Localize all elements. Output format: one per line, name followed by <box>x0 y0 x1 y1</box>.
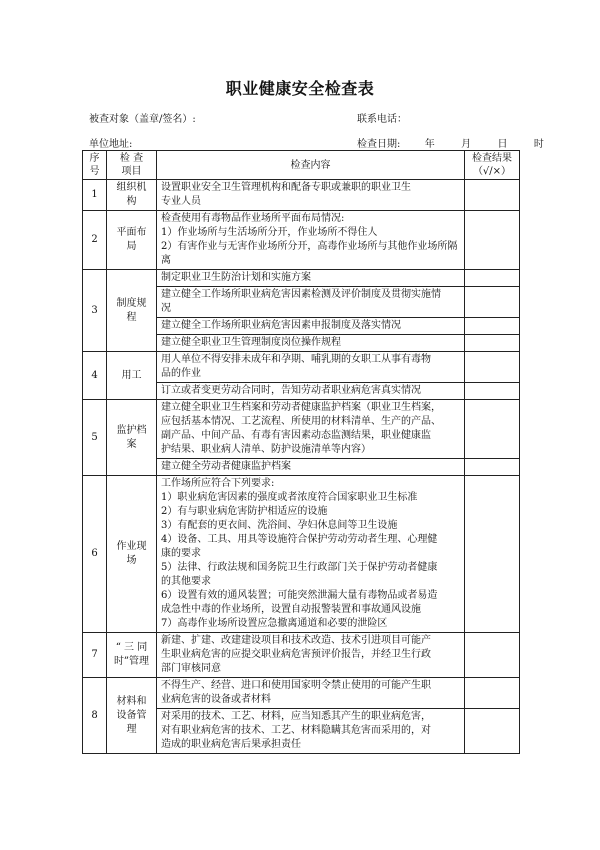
cell-check-content <box>157 400 465 459</box>
check-content-line: 4）设备、工具、用具等设施符合保护劳动劳动者生理、心理健 <box>161 534 438 545</box>
cell-section-number: 2 <box>83 211 107 270</box>
check-content-line: 新建、扩建、改建建设项目和技术改造、技术引进项目可能产 <box>161 635 431 646</box>
check-content-line: 建立健全工作场所职业病危害因素检测及评价制度及贯彻实施情 <box>161 289 441 300</box>
check-item-line: 局 <box>126 241 137 252</box>
cell-result-input[interactable] <box>465 352 520 383</box>
cell-section-number: 8 <box>83 678 107 754</box>
check-content-line: 部门审核同意 <box>161 663 221 674</box>
date-hour-label: 时 <box>533 139 544 150</box>
header-result-line1: 检查结果 <box>472 153 512 164</box>
check-content-line: 设置职业安全卫生管理机构和配备专职或兼职的职业卫生 <box>161 182 411 193</box>
check-content-line: 订立或者变更劳动合同时，告知劳动者职业病危害真实情况 <box>161 385 421 396</box>
cell-result-input[interactable] <box>465 383 520 400</box>
check-item-line: 作业现 <box>116 541 147 552</box>
cell-section-number: 4 <box>83 352 107 400</box>
check-item-line: 设备管 <box>116 709 147 721</box>
check-content-line: 用人单位不得安排未成年和孕期、哺乳期的女职工从事有毒物 <box>161 354 431 365</box>
page-title: 职业健康安全检查表 <box>225 79 375 98</box>
cell-check-item <box>107 678 157 754</box>
cell-section-number: 3 <box>83 270 107 352</box>
header-no <box>83 151 107 180</box>
cell-result-input[interactable] <box>465 459 520 476</box>
table-row <box>83 633 520 678</box>
check-content-line: 的其他要求 <box>161 576 211 587</box>
cell-section-number: 6 <box>83 476 107 633</box>
check-content-line: 专业人员 <box>161 196 201 207</box>
check-content-line: 对有职业病危害的技术、工艺、材料隐瞒其危害而采用的，对 <box>161 725 431 736</box>
check-content-line: 5）法律、行政法规和国务院卫生行政部门关于保护劳动者健康 <box>161 562 438 573</box>
cell-result-input[interactable] <box>465 709 520 754</box>
check-content-line: 生职业病危害的应提交职业病危害预评价报告，并经卫生行政 <box>161 649 431 660</box>
check-content-line: 3）有配套的更衣间、洗浴间、孕妇休息间等卫生设施 <box>161 520 398 531</box>
phone-label: 联系电话： <box>357 114 407 125</box>
cell-result-input[interactable] <box>465 476 520 633</box>
cell-section-number: 5 <box>83 400 107 476</box>
cell-result-input[interactable] <box>465 180 520 211</box>
check-content-line: 工作场所应符合下列要求: <box>161 478 275 489</box>
cell-check-content <box>157 335 465 352</box>
cell-result-input[interactable] <box>465 335 520 352</box>
date-day-label: 日 <box>497 139 508 150</box>
check-content-line: 应包括基本情况、工艺流程、所使用的材料清单、生产的产品、 <box>161 416 441 427</box>
cell-check-item <box>107 270 157 352</box>
header-item-line2: 项目 <box>121 166 142 177</box>
cell-check-content <box>157 211 465 270</box>
cell-check-content <box>157 459 465 476</box>
header-result <box>465 151 520 180</box>
check-content-line: 建立健全职业卫生档案和劳动者健康监护档案（职业卫生档案， <box>161 402 441 413</box>
cell-check-content <box>157 352 465 383</box>
check-item-line: 程 <box>126 311 137 323</box>
table-header-row <box>83 151 520 180</box>
check-content-line: 1）作业场所与生活场所分开，作业场所不得住人 <box>161 227 378 238</box>
address-label: 单位地址: <box>89 139 133 150</box>
cell-check-item <box>107 400 157 476</box>
table-row <box>83 476 520 633</box>
cell-section-number: 7 <box>83 633 107 678</box>
header-result-line2: （√/×） <box>472 166 512 177</box>
check-content-line: 康的要求 <box>161 548 201 559</box>
check-item-line: 平面布 <box>116 227 147 238</box>
cell-check-content <box>157 318 465 335</box>
date-year-label: 年 <box>424 139 435 150</box>
cell-check-content <box>157 383 465 400</box>
check-content-line: 况 <box>161 303 171 314</box>
check-item-line: 场 <box>126 555 137 566</box>
check-content-line: 1）职业病危害因素的强度或者浓度符合国家职业卫生标准 <box>161 492 418 503</box>
table-body <box>83 180 520 754</box>
cell-check-item <box>107 352 157 400</box>
cell-check-content <box>157 678 465 709</box>
table-row <box>83 180 520 211</box>
cell-result-input[interactable] <box>465 678 520 709</box>
check-item-line: 时”管理 <box>113 656 150 667</box>
table-row <box>83 211 520 270</box>
check-item-line: 监护档 <box>116 424 147 436</box>
check-item-line: “ 三 同 <box>115 642 148 653</box>
inspection-date <box>357 135 544 150</box>
inspection-table <box>82 150 520 754</box>
header-no-line1: 序 <box>89 153 100 164</box>
check-item-line: 案 <box>126 438 137 450</box>
cell-check-item <box>107 633 157 678</box>
check-item-line: 理 <box>126 723 137 735</box>
check-content-line: 制定职业卫生防治计划和实施方案 <box>161 272 311 283</box>
check-content-line: 成急性中毒的作业场所，设置自动报警装置和事故通风设施 <box>161 604 421 615</box>
cell-result-input[interactable] <box>465 633 520 678</box>
cell-check-content <box>157 476 465 633</box>
cell-result-input[interactable] <box>465 270 520 287</box>
cell-check-content <box>157 287 465 318</box>
check-item-line: 材料和 <box>116 695 147 707</box>
date-label: 检查日期: <box>357 139 401 150</box>
table-row <box>83 270 520 287</box>
cell-result-input[interactable] <box>465 400 520 459</box>
check-content-line: 2）有与职业病危害防护相适应的设施 <box>161 506 328 517</box>
check-content-line: 建立健全工作场所职业病危害因素申报制度及落实情况 <box>161 320 401 331</box>
check-item-line: 制度规 <box>116 297 147 309</box>
cell-check-content <box>157 633 465 678</box>
check-content-line: 6）设置有效的通风装置；可能突然泄漏大量有毒物品或者易造 <box>161 590 438 601</box>
table-row <box>83 678 520 709</box>
cell-section-number: 1 <box>83 180 107 211</box>
check-item-line: 用工 <box>121 369 142 381</box>
cell-check-item <box>107 211 157 270</box>
cell-check-item <box>107 180 157 211</box>
check-content-line: 业病危害的设备或者材料 <box>161 694 271 705</box>
check-content-line: 不得生产、经营、进口和使用国家明令禁止使用的可能产生职 <box>161 680 431 691</box>
header-content: 检查内容 <box>157 151 465 180</box>
table-row <box>83 400 520 459</box>
header-item <box>107 151 157 180</box>
cell-result-input[interactable] <box>465 318 520 335</box>
check-content-line: 建立健全职业卫生管理制度岗位操作规程 <box>161 337 341 348</box>
check-content-line: 副产品、中间产品、有毒有害因素动态监测结果，职业健康监 <box>161 430 431 441</box>
cell-result-input[interactable] <box>465 287 520 318</box>
header-item-line1: 检 查 <box>119 153 144 164</box>
check-content-line: 2）有害作业与无害作业场所分开，高毒作业场所与其他作业场所隔离 <box>161 241 458 266</box>
check-content-line: 对采用的技术、工艺、材料，应当知悉其产生的职业病危害， <box>161 711 431 722</box>
header-no-line2: 号 <box>89 166 100 177</box>
check-content-line: 建立健全劳动者健康监护档案 <box>161 461 291 472</box>
check-content-line: 7）高毒作业场所设置应急撤离通道和必要的泄险区 <box>161 618 388 629</box>
check-content-line: 造成的职业病危害后果承担责任 <box>161 739 301 750</box>
check-item-line: 组织机 <box>116 182 147 193</box>
cell-check-content <box>157 180 465 211</box>
cell-check-item <box>107 476 157 633</box>
check-content-line: 品的作业 <box>161 368 201 379</box>
cell-result-input[interactable] <box>465 211 520 270</box>
check-item-line: 构 <box>126 196 137 207</box>
check-content-line: 检查使用有毒物品作业场所平面布局情况: <box>161 213 345 224</box>
cell-check-content <box>157 270 465 287</box>
date-month-label: 月 <box>461 139 472 150</box>
inspected-party-label: 被查对象（盖章/签名）: <box>89 114 196 125</box>
check-content-line: 护结果、职业病人清单、防护设施清单等内容） <box>161 444 371 455</box>
cell-check-content <box>157 709 465 754</box>
table-row <box>83 352 520 383</box>
